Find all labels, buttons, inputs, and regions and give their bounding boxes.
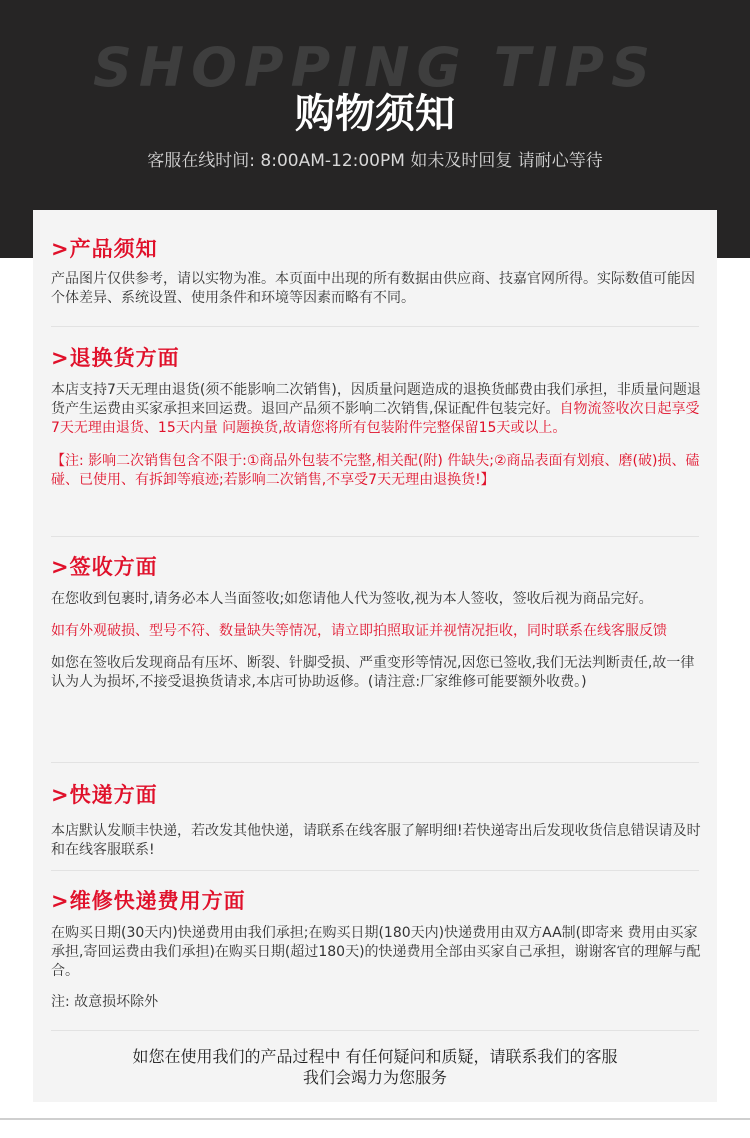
divider xyxy=(51,1030,699,1031)
section-paragraph: 在您收到包裹时,请务必本人当面签收;如您请他人代为签收,视为本人签收，签收后视为商品完好。 xyxy=(51,591,653,607)
section-note: 【注: 影响二次销售包含不限于:①商品外包装不完整,相关配(附) 件缺失;②商品表面有划痕、磨(破)损、磕碰、已使用、有拆卸等痕迹;若影响二次销售,不享受7天无理由退换货!】 xyxy=(51,453,700,488)
closing-message xyxy=(0,1046,750,1088)
tips-card xyxy=(33,210,717,1102)
section-repair-shipping xyxy=(51,886,701,1012)
section-paragraph: 本店默认发顺丰快递，若改发其他快递，请联系在线客服了解明细!若快递寄出后发现收货信息错误请及时和在线客服联系! xyxy=(51,823,701,858)
divider xyxy=(51,536,699,537)
section-returns xyxy=(51,343,701,490)
section-title: >产品须知 xyxy=(51,237,158,261)
bottom-divider xyxy=(0,1118,750,1120)
section-title: >退换货方面 xyxy=(51,346,180,370)
section-footnote: 注: 故意损坏除外 xyxy=(51,994,159,1010)
section-signing xyxy=(51,552,701,692)
closing-line: 我们会竭力为您服务 xyxy=(302,1068,447,1087)
section-title: >快递方面 xyxy=(51,783,158,807)
header-title-cn: 购物须知 xyxy=(295,91,455,137)
section-paragraph: 如您在签收后发现商品有压坏、断裂、针脚受损、严重变形等情况,因您已签收,我们无法判断责任,故一律认为人为损坏,不接受退换货请求,本店可协助返修。(请注意:厂家维修可能要额外收费。) xyxy=(51,655,695,690)
section-courier xyxy=(51,780,701,860)
header-title-en: SHOPPING TIPS xyxy=(93,36,657,99)
section-paragraph: 产品图片仅供参考，请以实物为准。本页面中出现的所有数据由供应商、技嘉官网所得。实际数值可能因个体差异、系统设置、使用条件和环境等因素而略有不同。 xyxy=(51,271,695,306)
section-title: >维修快递费用方面 xyxy=(51,889,246,913)
section-product-notice xyxy=(51,234,701,308)
closing-line: 如您在使用我们的产品过程中 有任何疑问和质疑，请联系我们的客服 xyxy=(132,1047,618,1066)
section-title: >签收方面 xyxy=(51,555,158,579)
section-paragraph xyxy=(51,381,701,438)
divider xyxy=(51,870,699,871)
section-warning: 如有外观破损、型号不符、数量缺失等情况，请立即拍照取证并视情况拒收，同时联系在线客服反馈 xyxy=(51,623,667,639)
divider xyxy=(51,326,699,327)
divider xyxy=(51,762,699,763)
service-hours: 客服在线时间: 8:00AM-12:00PM 如未及时回复 请耐心等待 xyxy=(147,151,603,171)
section-paragraph: 在购买日期(30天内)快递费用由我们承担;在购买日期(180天内)快递费用由双方AA制(即寄来 费用由买家承担,寄回运费由我们承担)在购买日期(超过180天)的快递费用全部由买家自己承担，谢谢客官的理解与配合。 xyxy=(51,925,701,979)
return-policy-highlight: 自物流签收次日起享受7天无理由退货、15天内量 问题换货,故请您将所有包装附件完整保留15天或以上。 xyxy=(51,401,700,436)
return-policy-text: 本店支持7天无理由退货(须不能影响二次销售)，因质量问题造成的退换货邮费由我们承担，非质量问题退货产生运费由买家承担来回运费。退回产品须不影响二次销售,保证配件包装完好。 xyxy=(51,382,701,417)
